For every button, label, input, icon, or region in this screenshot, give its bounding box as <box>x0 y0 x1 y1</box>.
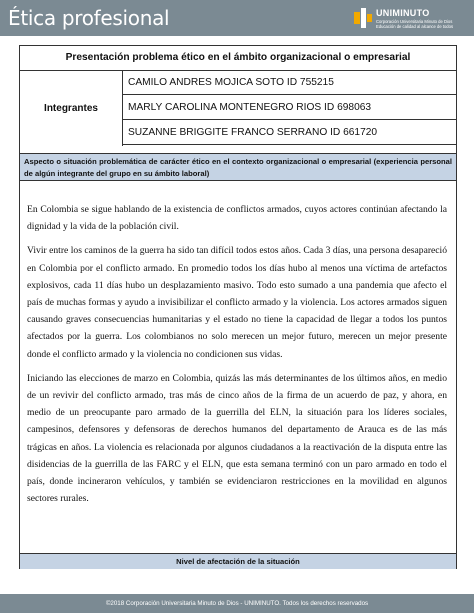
logo-line-1: Corporación Universitaria Minuto de Dios <box>376 19 453 24</box>
table-title: Presentación problema ético en el ámbito organizacional o empresarial <box>20 46 456 71</box>
table-spacer-row <box>20 146 456 154</box>
member-row: MARLY CAROLINA MONTENEGRO RIOS ID 698063 <box>123 96 456 120</box>
paragraph: Iniciando las elecciones de marzo en Colombia, quizás las más determinantes de los últimos años, en medio de un revivir del conflicto armado, tras más de cinco años de la firma de un acuerdo de paz, y ahora, en medio de un preocupante paro armado de la guerrilla del ELN, la situación para los líderes sociales, campesinos, defensores y defensoras de derechos humanos del departamento de Arauca es de las más trágicas en años. La violencia es relacionada por algunos ciudadanos a la reactivación de la disputa entre las disidencias de la guerrilla de las FARC y el ELN, que esta semana terminó con un paro armado en todo el país, donde incineraron vehículos, y también se evidenciaron restricciones en la movilidad en algunos sectores rurales. <box>27 372 447 505</box>
logo-brand: UNIMINUTO <box>376 8 430 18</box>
paragraph: En Colombia se sigue hablando de la existencia de conflictos armados, cuyos actores continúan afectando la dignidad y la vida de la población civil. <box>27 204 447 233</box>
member-row: SUZANNE BRIGGITE FRANCO SERRANO ID 661720 <box>123 121 456 145</box>
nivel-afectacion-label: Nivel de afectación de la situación <box>20 553 456 569</box>
body-text <box>27 201 447 514</box>
header-title: Ética profesional <box>8 6 170 30</box>
aspect-label: Aspecto o situación problemática de carácter ético en el contexto organizacional o empresarial (experiencia personal de algún integrante del grupo en su ámbito laboral) <box>20 154 456 181</box>
integrantes-label: Integrantes <box>20 71 123 146</box>
uniminuto-logo-icon <box>354 8 372 28</box>
page-footer: ©2018 Corporación Universitaria Minuto de Dios - UNIMINUTO. Todos los derechos reservados <box>0 594 474 613</box>
paragraph: Vivir entre los caminos de la guerra ha sido tan difícil todos estos años. Cada 3 días, una persona desapareció en Colombia por el conflicto armado. En promedio todos los días hubo al menos una víctima de artefactos explosivos, cada 11 días hubo un desplazamiento masivo. Todo esto sumado a una pandemia que afecto el país de muchas formas y ayudo a invisibilizar el conflicto armado y la violencia. Los actores armados siguen causando graves consecuencias humanitarias y el estado no tiene la capacidad de llegar a todos los puntos afectados por la guerra. Los colombianos no solo merecen un mejor futuro, merecen un mejor presente donde el conflicto armado y la violencia no condicionen sus vidas. <box>27 245 447 360</box>
page-header <box>0 0 474 36</box>
member-row: CAMILO ANDRES MOJICA SOTO ID 755215 <box>123 71 456 95</box>
document-table <box>19 45 457 569</box>
uniminuto-logo <box>354 8 464 30</box>
logo-line-2: Educación de calidad al alcance de todos <box>376 24 454 29</box>
